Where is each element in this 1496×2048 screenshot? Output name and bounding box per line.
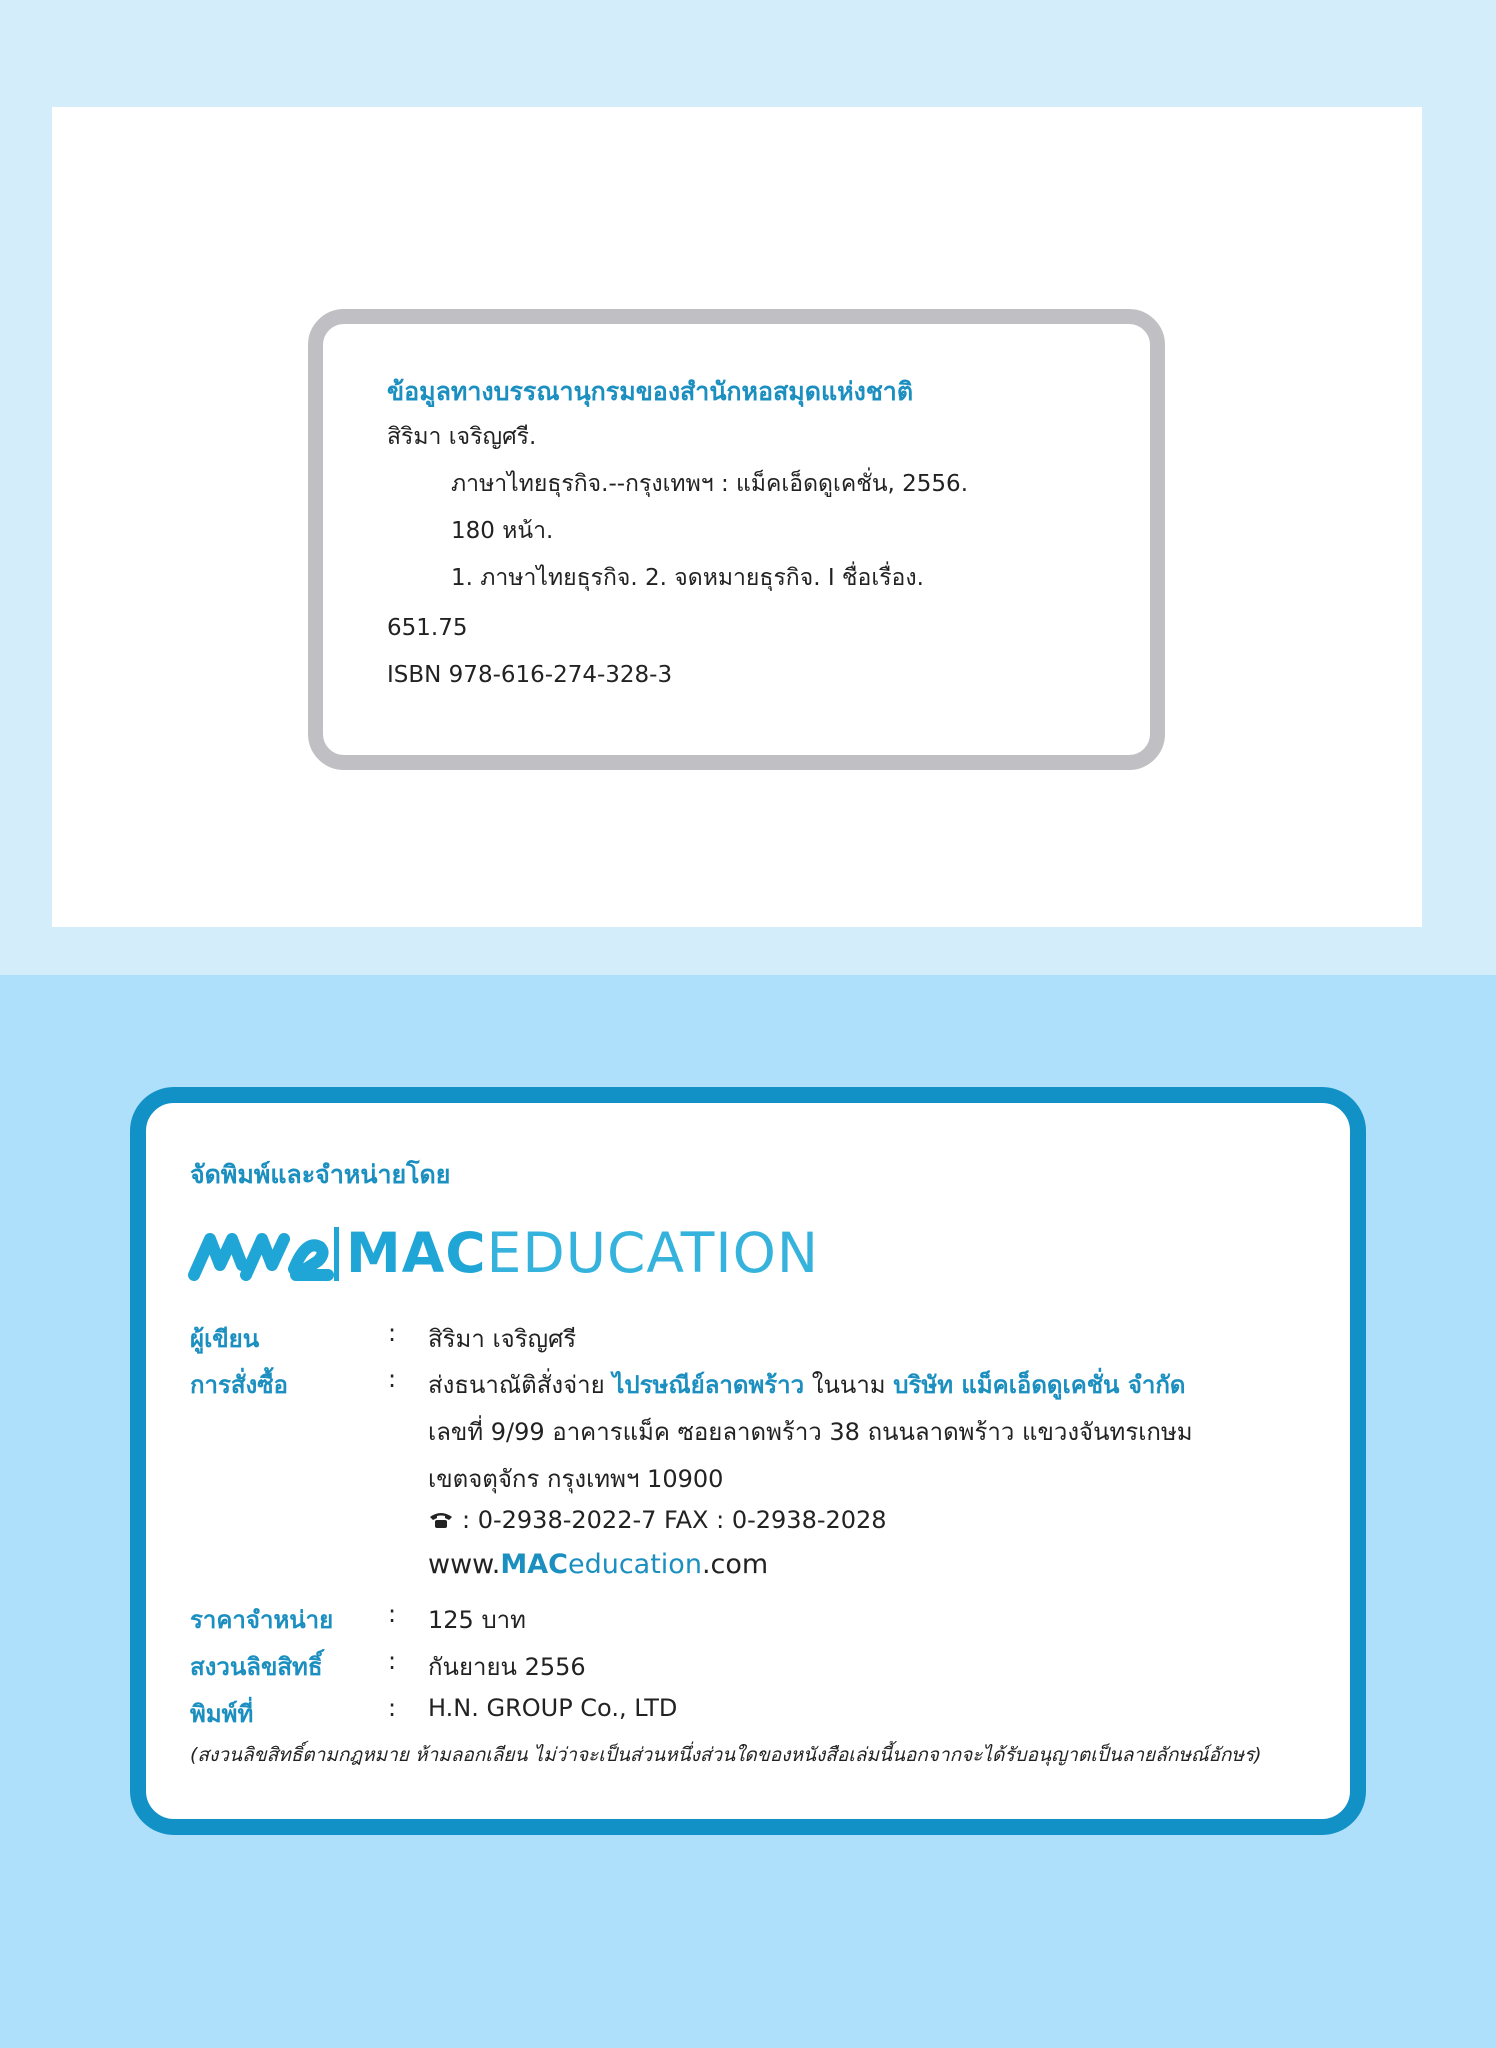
web-prefix: www. bbox=[428, 1549, 501, 1580]
colon: : bbox=[388, 1319, 397, 1347]
wordmark-bold: MAC bbox=[346, 1221, 487, 1285]
colon: : bbox=[388, 1600, 397, 1628]
price-label: ราคาจำหน่าย bbox=[190, 1606, 334, 1634]
order-mid: ในนาม bbox=[811, 1371, 886, 1399]
price-value: 125 บาท bbox=[428, 1606, 526, 1634]
order-company: บริษัท แม็คเอ็ดดูเคชั่น จำกัด bbox=[893, 1371, 1186, 1399]
web-suffix: .com bbox=[701, 1549, 769, 1580]
cip-subjects: 1. ภาษาไทยธุรกิจ. 2. จดหมายธุรกิจ. I ชื่อเรื่อง. bbox=[451, 565, 924, 591]
cip-classification: 651.75 bbox=[387, 615, 468, 641]
copyright-notice: (สงวนลิขสิทธิ์ตามกฎหมาย ห้ามลอกเลียน ไม่ว่าจะเป็นส่วนหนึ่งส่วนใดของหนังสือเล่มนี้นอกจากจะได้รับอนุญาตเป็นลายลักษณ์อักษร) bbox=[190, 1744, 1262, 1766]
copyright-label: สงวนลิขสิทธิ์ bbox=[190, 1653, 323, 1681]
cip-isbn: ISBN 978-616-274-328-3 bbox=[387, 662, 673, 688]
printer-label: พิมพ์ที่ bbox=[190, 1700, 254, 1728]
order-post-office: ไปรษณีย์ลาดพร้าว bbox=[612, 1371, 805, 1399]
publisher-box bbox=[130, 1087, 1366, 1835]
colon: : bbox=[388, 1647, 397, 1675]
cip-title: ข้อมูลทางบรรณานุกรมของสำนักหอสมุดแห่งชาติ bbox=[387, 377, 914, 406]
address-line-1: เลขที่ 9/99 อาคารแม็ค ซอยลาดพร้าว 38 ถนนลาดพร้าว แขวงจันทรเกษม bbox=[428, 1418, 1193, 1446]
cip-record-box bbox=[308, 309, 1165, 770]
web-bold: MAC bbox=[500, 1549, 568, 1580]
phone-fax: : 0-2938-2022-7 FAX : 0-2938-2028 bbox=[462, 1506, 887, 1534]
copyright-value: กันยายน 2556 bbox=[428, 1653, 586, 1681]
phone-icon bbox=[428, 1511, 454, 1529]
order-prefix: ส่งธนาณัติสั่งจ่าย bbox=[428, 1371, 605, 1399]
phone-line bbox=[428, 1506, 887, 1534]
colon: : bbox=[388, 1694, 397, 1722]
author-value: สิริมา เจริญศรี bbox=[428, 1325, 577, 1353]
logo-divider bbox=[334, 1227, 339, 1281]
order-value bbox=[428, 1365, 1185, 1404]
publisher-title: จัดพิมพ์และจำหน่ายโดย bbox=[190, 1160, 451, 1189]
order-label: การสั่งซื้อ bbox=[190, 1371, 288, 1399]
printer-value: H.N. GROUP Co., LTD bbox=[428, 1694, 678, 1722]
cip-pages: 180 หน้า. bbox=[451, 518, 554, 544]
web-light: education bbox=[567, 1549, 702, 1580]
mac-education-wordmark bbox=[346, 1221, 819, 1285]
website[interactable] bbox=[428, 1549, 768, 1580]
colon: : bbox=[388, 1365, 397, 1393]
address-line-2: เขตจตุจักร กรุงเทพฯ 10900 bbox=[428, 1465, 724, 1493]
author-label: ผู้เขียน bbox=[190, 1325, 260, 1353]
cip-author: สิริมา เจริญศรี. bbox=[387, 424, 537, 450]
cip-title-line: ภาษาไทยธุรกิจ.--กรุงเทพฯ : แม็คเอ็ดดูเคชั่น, 2556. bbox=[451, 471, 969, 497]
mac-logo-icon bbox=[186, 1225, 336, 1285]
wordmark-thin: EDUCATION bbox=[486, 1221, 820, 1285]
